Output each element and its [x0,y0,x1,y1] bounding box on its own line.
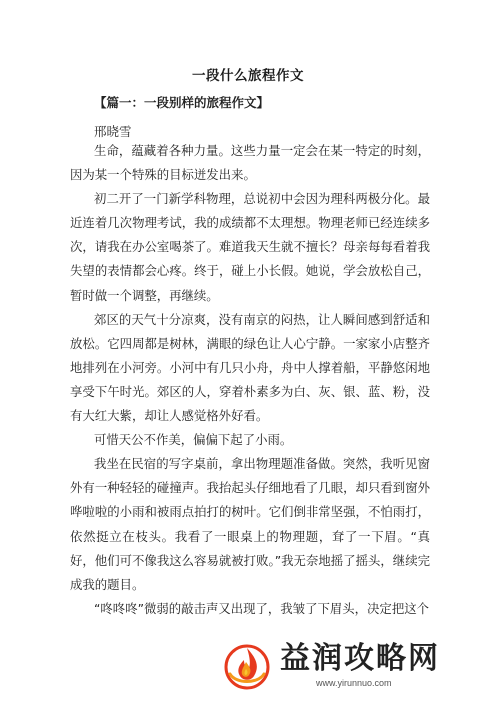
document-title: 一段什么旅程作文 [192,68,304,84]
paragraph: 可惜天公不作美，偏偏下起了小雨。 [94,432,293,448]
author-name: 邢晓雪 [94,124,132,139]
section-heading: 【篇一：一段别样的旅程作文】 [94,95,270,110]
flame-logo-icon [222,640,272,690]
document-body [70,134,430,621]
paragraph: 生命，蕴藏着各种力量。这些力量一定会在某一特定的时刻，因为某一个特殊的目标迸发出来。 [70,143,430,183]
paragraph: 我坐在民宿的写字桌前，拿出物理题准备做。突然，我听见窗外有一种轻轻的碰撞声。我抬起头仔细地看了几眼，却只看到窗外哗啦啦的小雨和被雨点拍打的树叶。它们倒非常坚强，不怕雨打，依然挺立在枝头。我看了一眼桌上的物理题，耷了一下眉。“真好，他们可不像我这么容易就被打败。”我无奈地摇了摇头，继续完成我的题目。 [70,456,430,592]
paragraph: 郊区的天气十分凉爽，没有南京的闷热，让人瞬间感到舒适和放松。它四周都是树林，满眼的绿色让人心宁静。一家家小店整齐地排列在小河旁。小河中有几只小舟，舟中人撑着船，平静悠闲地享受下午时光。郊区的人，穿着朴素多为白、灰、银、蓝、粉，没有大红大紫，却让人感觉格外好看。 [70,311,430,424]
paragraph: 初二开了一门新学科物理，总说初中会因为理科两极分化。最近连着几次物理考试，我的成绩都不太理想。物理老师已经连续多次，请我在办公室喝茶了。难道我天生就不擅长？母亲每每看着我失望的表情都会心疼。终于，碰上小长假。她说，学会放松自己，暂时做一个调整，再继续。 [70,191,430,303]
watermark-name: 益润攻略网 [280,641,440,676]
paragraph: “咚咚咚”微弱的敲击声又出现了，我皱了下眉头，决定把这个 [94,600,429,616]
watermark-url: www.yirunnuo.com [316,678,392,688]
watermark [220,634,488,696]
